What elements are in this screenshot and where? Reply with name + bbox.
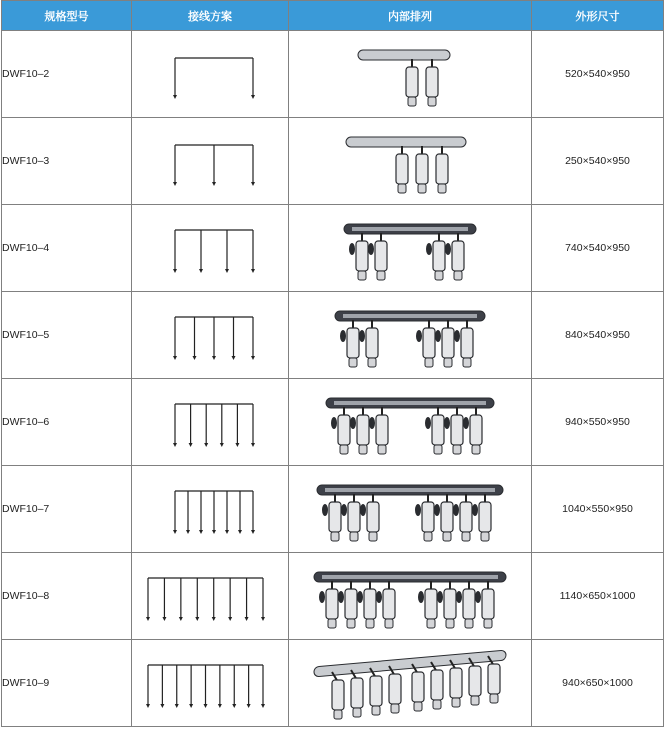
- model-cell: DWF10–2: [2, 31, 132, 118]
- table-row: [2, 466, 664, 553]
- wiring-branch-arrow: [175, 665, 179, 708]
- wiring-diagram: [135, 640, 285, 726]
- wiring-cell: [132, 379, 289, 466]
- wiring-diagram: [135, 379, 285, 465]
- fuse-unit: [472, 494, 491, 541]
- fuse-unit: [475, 581, 494, 628]
- wiring-branch-arrow: [212, 145, 216, 186]
- header-dimensions: 外形尺寸: [532, 1, 664, 31]
- model-cell: DWF10–4: [2, 205, 132, 292]
- wiring-diagram: [135, 205, 285, 291]
- wiring-branch-arrow: [232, 317, 236, 360]
- wiring-cell: [132, 640, 289, 727]
- fuse-unit: [370, 668, 382, 715]
- fuse-unit: [357, 581, 376, 628]
- arrangement-illustration: [290, 292, 530, 378]
- wiring-branch-arrow: [173, 58, 177, 99]
- wiring-branch-arrow: [232, 665, 236, 708]
- wiring-branch-arrow: [251, 230, 255, 273]
- arrangement-cell: [289, 553, 532, 640]
- dimensions-cell: 940×550×950: [532, 379, 664, 466]
- fuse-unit: [360, 494, 379, 541]
- fuse-unit: [319, 581, 338, 628]
- dimensions-cell: 840×540×950: [532, 292, 664, 379]
- wiring-branch-arrow: [146, 665, 150, 708]
- wiring-cell: [132, 118, 289, 205]
- fuse-unit: [436, 146, 448, 193]
- wiring-branch-arrow: [162, 578, 166, 621]
- arrangement-cell: [289, 292, 532, 379]
- fuse-unit: [331, 407, 350, 454]
- wiring-diagram: [135, 292, 285, 378]
- fuse-unit: [396, 146, 408, 193]
- fuse-unit: [349, 233, 368, 280]
- fuse-unit: [444, 407, 463, 454]
- wiring-diagram: [135, 553, 285, 639]
- header-wiring: 接线方案: [132, 1, 289, 31]
- fuse-unit: [350, 407, 369, 454]
- spec-table: [1, 0, 664, 727]
- wiring-branch-arrow: [186, 491, 190, 534]
- dimensions-cell: 1140×650×1000: [532, 553, 664, 640]
- arrangement-cell: [289, 640, 532, 727]
- wiring-diagram: [135, 466, 285, 552]
- arrangement-illustration: [290, 118, 530, 204]
- wiring-branch-arrow: [225, 491, 229, 534]
- arrangement-cell: [289, 205, 532, 292]
- wiring-diagram: [135, 31, 285, 117]
- wiring-branch-arrow: [189, 665, 193, 708]
- table-row: [2, 553, 664, 640]
- wiring-cell: [132, 205, 289, 292]
- wiring-branch-arrow: [251, 404, 255, 447]
- dimensions-cell: 940×650×1000: [532, 640, 664, 727]
- arrangement-illustration: [290, 379, 530, 465]
- fuse-unit: [351, 670, 363, 717]
- fuse-unit: [434, 494, 453, 541]
- wiring-branch-arrow: [225, 230, 229, 273]
- wiring-branch-arrow: [173, 491, 177, 534]
- table-row: [2, 118, 664, 205]
- wiring-branch-arrow: [247, 665, 251, 708]
- wiring-branch-arrow: [212, 317, 216, 360]
- arrangement-illustration: [290, 466, 530, 552]
- wiring-branch-arrow: [212, 491, 216, 534]
- wiring-branch-arrow: [199, 491, 203, 534]
- model-cell: DWF10–9: [2, 640, 132, 727]
- arrangement-illustration: [290, 640, 530, 726]
- model-cell: DWF10–7: [2, 466, 132, 553]
- fuse-unit: [341, 494, 360, 541]
- fuse-unit: [359, 320, 378, 367]
- fuse-unit: [488, 656, 500, 703]
- fuse-unit: [454, 320, 473, 367]
- fuse-unit: [322, 494, 341, 541]
- wiring-diagram: [135, 118, 285, 204]
- header-row: [2, 1, 664, 31]
- fuse-unit: [338, 581, 357, 628]
- wiring-branch-arrow: [204, 404, 208, 447]
- dimensions-cell: 520×540×950: [532, 31, 664, 118]
- wiring-branch-arrow: [160, 665, 164, 708]
- fuse-unit: [450, 660, 462, 707]
- fuse-unit: [340, 320, 359, 367]
- arrangement-illustration: [290, 205, 530, 291]
- table-row: [2, 640, 664, 727]
- wiring-branch-arrow: [173, 317, 177, 360]
- wiring-branch-arrow: [199, 230, 203, 273]
- fuse-unit: [389, 666, 401, 713]
- wiring-branch-arrow: [235, 404, 239, 447]
- fuse-unit: [369, 407, 388, 454]
- wiring-cell: [132, 31, 289, 118]
- wiring-branch-arrow: [189, 404, 193, 447]
- fuse-unit: [453, 494, 472, 541]
- wiring-branch-arrow: [173, 230, 177, 273]
- bus-bar: [358, 50, 450, 60]
- fuse-unit: [456, 581, 475, 628]
- wiring-cell: [132, 553, 289, 640]
- arrangement-illustration: [290, 31, 530, 117]
- table-row: [2, 292, 664, 379]
- fuse-unit: [416, 146, 428, 193]
- fuse-unit: [469, 658, 481, 705]
- fuse-unit: [412, 664, 424, 711]
- wiring-branch-arrow: [245, 578, 249, 621]
- fuse-unit: [426, 233, 445, 280]
- fuse-unit: [416, 320, 435, 367]
- fuse-unit: [435, 320, 454, 367]
- wiring-branch-arrow: [251, 58, 255, 99]
- fuse-unit: [426, 59, 438, 106]
- arrangement-cell: [289, 379, 532, 466]
- wiring-branch-arrow: [251, 145, 255, 186]
- wiring-branch-arrow: [204, 665, 208, 708]
- fuse-unit: [415, 494, 434, 541]
- dimensions-cell: 1040×550×950: [532, 466, 664, 553]
- header-arrangement: 内部排列: [289, 1, 532, 31]
- dimensions-cell: 250×540×950: [532, 118, 664, 205]
- fuse-unit: [437, 581, 456, 628]
- wiring-cell: [132, 292, 289, 379]
- wiring-branch-arrow: [173, 404, 177, 447]
- wiring-branch-arrow: [238, 491, 242, 534]
- wiring-cell: [132, 466, 289, 553]
- fuse-unit: [406, 59, 418, 106]
- fuse-unit: [425, 407, 444, 454]
- arrangement-illustration: [290, 553, 530, 639]
- model-cell: DWF10–3: [2, 118, 132, 205]
- arrangement-cell: [289, 466, 532, 553]
- header-model: 规格型号: [2, 1, 132, 31]
- wiring-branch-arrow: [195, 578, 199, 621]
- table-row: [2, 379, 664, 466]
- fuse-unit: [418, 581, 437, 628]
- wiring-branch-arrow: [179, 578, 183, 621]
- model-cell: DWF10–6: [2, 379, 132, 466]
- wiring-branch-arrow: [193, 317, 197, 360]
- wiring-branch-arrow: [261, 578, 265, 621]
- wiring-branch-arrow: [220, 404, 224, 447]
- fuse-unit: [445, 233, 464, 280]
- wiring-branch-arrow: [261, 665, 265, 708]
- fuse-unit: [376, 581, 395, 628]
- fuse-unit: [332, 672, 344, 719]
- model-cell: DWF10–5: [2, 292, 132, 379]
- arrangement-cell: [289, 118, 532, 205]
- table-row: [2, 205, 664, 292]
- wiring-branch-arrow: [228, 578, 232, 621]
- fuse-unit: [431, 662, 443, 709]
- fuse-unit: [463, 407, 482, 454]
- wiring-branch-arrow: [212, 578, 216, 621]
- model-cell: DWF10–8: [2, 553, 132, 640]
- table-row: [2, 31, 664, 118]
- bus-bar: [346, 137, 466, 147]
- arrangement-cell: [289, 31, 532, 118]
- wiring-branch-arrow: [146, 578, 150, 621]
- dimensions-cell: 740×540×950: [532, 205, 664, 292]
- wiring-branch-arrow: [173, 145, 177, 186]
- wiring-branch-arrow: [251, 491, 255, 534]
- wiring-branch-arrow: [218, 665, 222, 708]
- wiring-branch-arrow: [251, 317, 255, 360]
- fuse-unit: [368, 233, 387, 280]
